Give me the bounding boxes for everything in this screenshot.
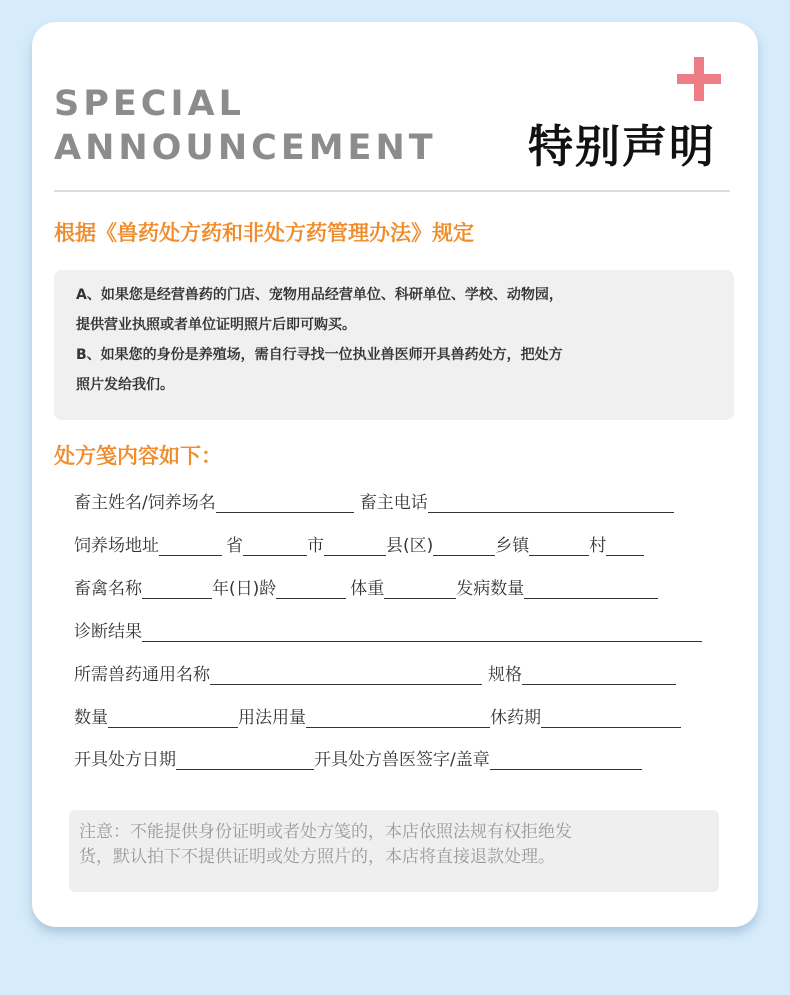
weight-blank: [384, 598, 456, 599]
spec-label: 规格: [488, 665, 522, 685]
notice-box: [69, 810, 719, 892]
signature-blank: [490, 769, 642, 770]
notice-line2: 货，默认拍下不提供证明或处方照片的，本店将直接退款处理。: [79, 847, 555, 867]
form-row-diagnosis: [74, 619, 702, 645]
divider: [54, 190, 730, 192]
diagnosis-blank: [142, 641, 702, 642]
township-label: 乡镇: [495, 536, 530, 556]
form-title: 处方笺内容如下：: [54, 444, 222, 468]
quantity-label: 数量: [74, 708, 108, 728]
owner-name-blank: [216, 512, 354, 513]
rule-b-line1: B、如果您的身份是养殖场，需自行寻找一位执业兽医师开具兽药处方，把处方: [76, 347, 563, 363]
age-blank: [276, 598, 346, 599]
form-row-drug: [74, 662, 676, 688]
english-title-line2: ANNOUNCEMENT: [54, 128, 437, 168]
english-title-line1: SPECIAL: [54, 84, 245, 124]
rule-b-line2: 照片发给我们。: [76, 377, 174, 393]
drug-name-label: 所需兽药通用名称: [74, 665, 210, 685]
farm-address-label: 饲养场地址: [74, 536, 159, 556]
animal-name-label: 畜禽名称: [74, 579, 142, 599]
rule-a-line1: A、如果您是经营兽药的门店、宠物用品经营单位、科研单位、学校、动物园，: [76, 287, 563, 303]
withdrawal-label: 休药期: [490, 708, 541, 728]
diagnosis-label: 诊断结果: [74, 622, 142, 642]
sick-count-blank: [524, 598, 658, 599]
regulation-heading: 根据《兽药处方药和非处方药管理办法》规定: [54, 221, 474, 245]
english-title: [54, 82, 437, 170]
owner-phone-label: 畜主电话: [359, 493, 428, 513]
village-blank: [606, 555, 644, 556]
city-blank: [324, 555, 386, 556]
date-label: 开具处方日期: [74, 750, 176, 770]
spec-blank: [522, 684, 676, 685]
dosage-blank: [306, 727, 490, 728]
province-blank: [243, 555, 307, 556]
sick-count-label: 发病数量: [456, 579, 525, 599]
chinese-title: 特别声明: [528, 120, 717, 173]
dosage-label: 用法用量: [238, 708, 306, 728]
announcement-card: [32, 22, 758, 927]
form-row-dosage: [74, 705, 681, 731]
withdrawal-blank: [541, 727, 681, 728]
rule-a-line2: 提供营业执照或者单位证明照片后即可购买。: [76, 317, 356, 333]
township-blank: [529, 555, 589, 556]
age-label: 年(日)龄: [212, 579, 277, 599]
farm-address-blank: [159, 555, 222, 556]
form-row-animal: [74, 576, 658, 602]
date-blank: [176, 769, 314, 770]
owner-name-label: 畜主姓名/饲养场名: [74, 493, 216, 513]
signature-label: 开具处方兽医签字/盖章: [314, 750, 490, 770]
county-label: 县(区): [386, 536, 434, 556]
form-row-address: [74, 533, 644, 559]
animal-name-blank: [142, 598, 212, 599]
city-label: 市: [307, 536, 324, 556]
weight-label: 体重: [350, 579, 385, 599]
owner-phone-blank: [428, 512, 674, 513]
notice-line1: 注意：不能提供身份证明或者处方笺的，本店依照法规有权拒绝发: [79, 822, 572, 842]
drug-name-blank: [210, 684, 482, 685]
form-row-owner: [74, 490, 674, 516]
village-label: 村: [589, 536, 607, 556]
plus-icon: [677, 57, 721, 101]
province-label: 省: [226, 536, 243, 556]
form-row-signature: [74, 747, 642, 773]
county-blank: [433, 555, 495, 556]
quantity-blank: [108, 727, 238, 728]
rules-box: [54, 270, 734, 420]
